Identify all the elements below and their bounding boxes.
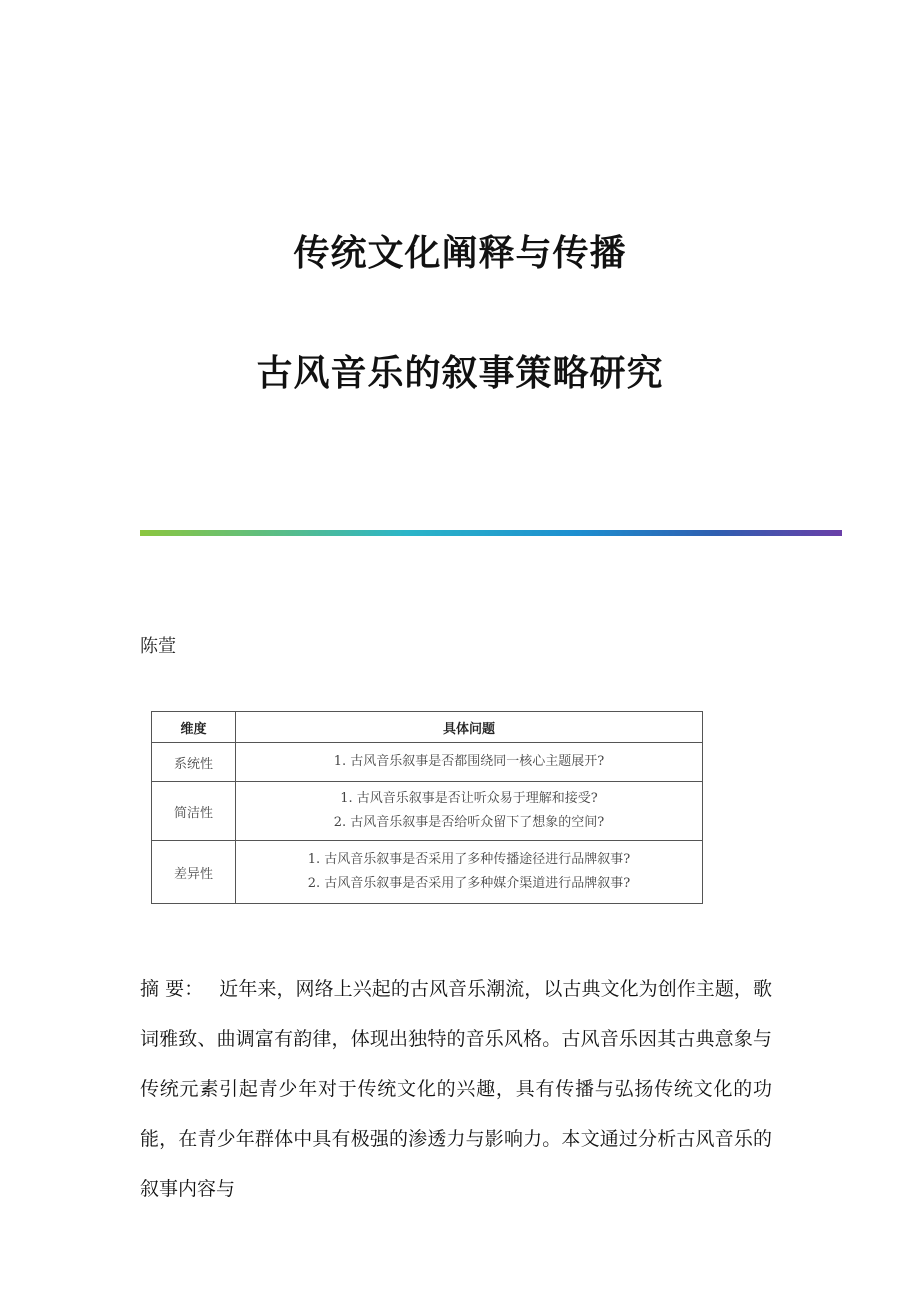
abstract-text: 近年来，网络上兴起的古风音乐潮流，以古典文化为创作主题，歌词雅致、曲调富有韵律，体现出独特的音乐风格。古风音乐因其古典意象与传统元素引起青少年对于传统文化的兴趣，具有传播与弘扬传统文化的功能，在青少年群体中具有极强的渗透力与影响力。本文通过分析古风音乐的叙事内容与	[140, 978, 772, 1200]
questions-cell	[236, 743, 703, 782]
dimension-cell: 系统性	[152, 743, 236, 782]
dimension-cell: 差异性	[152, 841, 236, 904]
dimension-cell: 简洁性	[152, 782, 236, 841]
table-header-row	[152, 712, 703, 743]
table-header-questions: 具体问题	[236, 712, 703, 743]
questions-cell	[236, 841, 703, 904]
question-text: 2. 古风音乐叙事是否给听众留下了想象的空间?	[333, 815, 605, 830]
abstract-label: 摘 要：	[140, 978, 204, 1000]
gradient-divider	[140, 530, 842, 536]
table-row	[152, 743, 703, 782]
question-text: 2. 古风音乐叙事是否采用了多种媒介渠道进行品牌叙事?	[307, 876, 631, 891]
table-row	[152, 782, 703, 841]
table-row	[152, 841, 703, 904]
evaluation-table	[151, 711, 703, 904]
question-text: 1. 古风音乐叙事是否让听众易于理解和接受?	[340, 791, 598, 806]
question-text: 1. 古风音乐叙事是否采用了多种传播途径进行品牌叙事?	[307, 852, 631, 867]
questions-cell	[236, 782, 703, 841]
document-title-line-2: 古风音乐的叙事策略研究	[256, 353, 664, 394]
author-name: 陈萱	[140, 636, 176, 657]
document-title-line-1: 传统文化阐释与传播	[293, 233, 627, 274]
abstract-paragraph	[140, 964, 772, 1214]
question-text: 1. 古风音乐叙事是否都围绕同一核心主题展开?	[333, 754, 605, 769]
table-header-dimension: 维度	[152, 712, 236, 743]
